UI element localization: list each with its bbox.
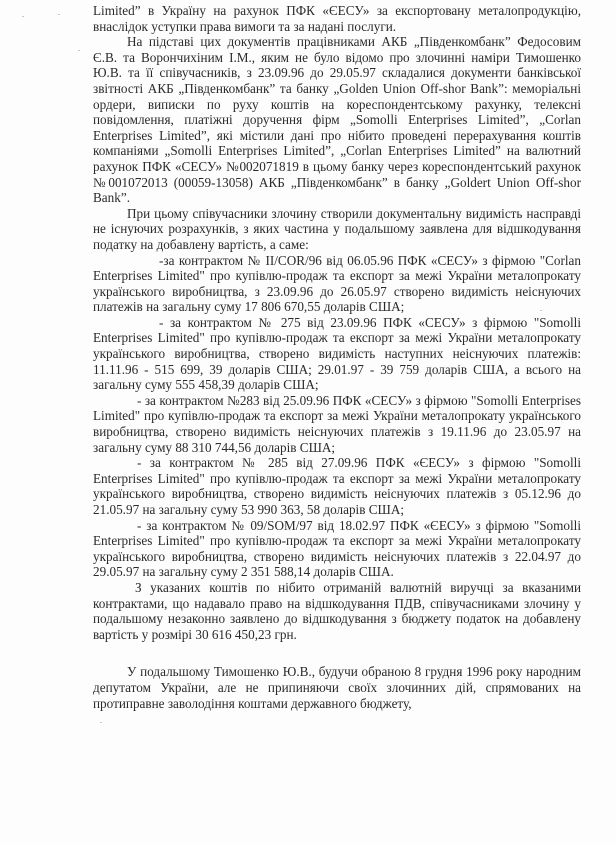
contract-item-09-som-97: - за контрактом № 09/SOM/97 від 18.02.97 ПФК «ЄЕСУ» з фірмою "Somolli Enterprises Limited" про купівлю-продаж та експорт за межі України металопрокату українського виробництва, створено видимість неіснуючих платежів з 22.04.97 до 29.05.97 на загальну суму 2 351 588,14 доларів США. bbox=[93, 517, 581, 580]
paragraph-vat-refund: З указаних коштів по нібито отриманій валютній виручці за вказаними контрактами, що надавало право на відшкодування ПДВ, співучасниками злочину у подальшому незаконно заявлено до відшкодування з бюджету податок на добавлену вартість у розмірі 30 616 450,23 грн. bbox=[93, 579, 581, 642]
scan-speck bbox=[22, 16, 24, 17]
scan-speck bbox=[58, 14, 60, 15]
paragraph-fictitious-settlements: При цьому співучасники злочину створили документальну видимість насправді не існуючих розрахунків, з яких частина у подальшому заявлена для відшкодування податку на добавлену вартість, а саме: bbox=[93, 205, 581, 252]
paragraph-deputy: У подальшому Тимошенко Ю.В., будучи обраною 8 грудня 1996 року народним депутатом України, але не припиняючи своїх злочинних дій, спрямованих на протиправне заволодіння коштами державного бюджету, bbox=[93, 664, 581, 711]
contract-item-275: - за контрактом № 275 від 23.09.96 ПФК «СЕСУ» з фірмою "Somolli Enterprises Limited" про купівлю-продаж та експорт за межі України металопрокату українського виробництва, створено видимість наступних неіснуючих платежів: 11.11.96 - 515 699, 39 доларів США; 29.01.97 - 39 759 доларів США, а всього на загальну суму 555 458,39 доларів США; bbox=[93, 314, 581, 393]
contract-item-283: - за контрактом №283 від 25.09.96 ПФК «СЕСУ» з фірмою "Somolli Enterprises Limited" про купівлю-продаж та експорт за межі України металопрокату українського виробництва, створено видимість неіснуючих платежів з 19.11.96 до 23.05.97 на загальну суму 88 310 744,56 доларів США; bbox=[93, 392, 581, 455]
contract-item-285: - за контрактом № 285 від 27.09.96 ПФК «ЄЕСУ» з фірмою "Somolli Enterprises Limited" про купівлю-продаж та експорт за межі України металопрокату українського виробництва, створено видимість неіснуючих платежів з 05.12.96 до 21.05.97 на загальну суму 53 990 363, 58 доларів США; bbox=[93, 455, 581, 517]
paragraph-continuation: Limited” в Україну на рахунок ПФК «ЄЕСУ» за експортовану металопродукцію, внаслідок уступки права вимоги та за надані послуги. bbox=[93, 3, 581, 34]
document-body bbox=[93, 3, 581, 711]
paragraph-bank-documents: На підставі цих документів працівниками АКБ „Південкомбанк” Федосовим Є.В. та Ворончихіним І.М., яким не було відомо про злочинні наміри Тимошенко Ю.В. та її співучасників, з 23.09.96 до 29.05.97 складалися документи банківської звітності АКБ „Південкомбанк” та банку „Golden Union Off-shor Bank”: меморіальні ордери, виписки по руху коштів на кореспондентському рахунку, телексні повідомлення, платіжні доручення фірм „Somolli Enterprises Limited”, „Corlan Enterprises Limited”, які містили дані про нібито проведені перерахування коштів компаніями „Somolli Enterprises Limited”, „Corlan Enterprises Limited” на валютний рахунок ПФК «СЕСУ» №002071819 в цьому банку через кореспондентський рахунок №001072013 (00059-13058) АКБ „Південкомбанк” в банку „Goldert Union Off-shor Bank”. bbox=[93, 34, 581, 206]
scan-speck bbox=[100, 722, 102, 723]
contract-item-corlan: -за контрактом № II/COR/96 від 06.05.96 ПФК «СЕСУ» з фірмою "Corlan Enterprises Limited" про купівлю-продаж та експорт за межі України металопрокату українського виробництва, з 23.09.96 до 26.05.97 створено видимість неіснуючих платежів на загальну суму 17 806 670,55 доларів США; bbox=[93, 252, 581, 315]
paragraph-gap bbox=[93, 642, 581, 664]
scan-speck bbox=[78, 50, 80, 51]
